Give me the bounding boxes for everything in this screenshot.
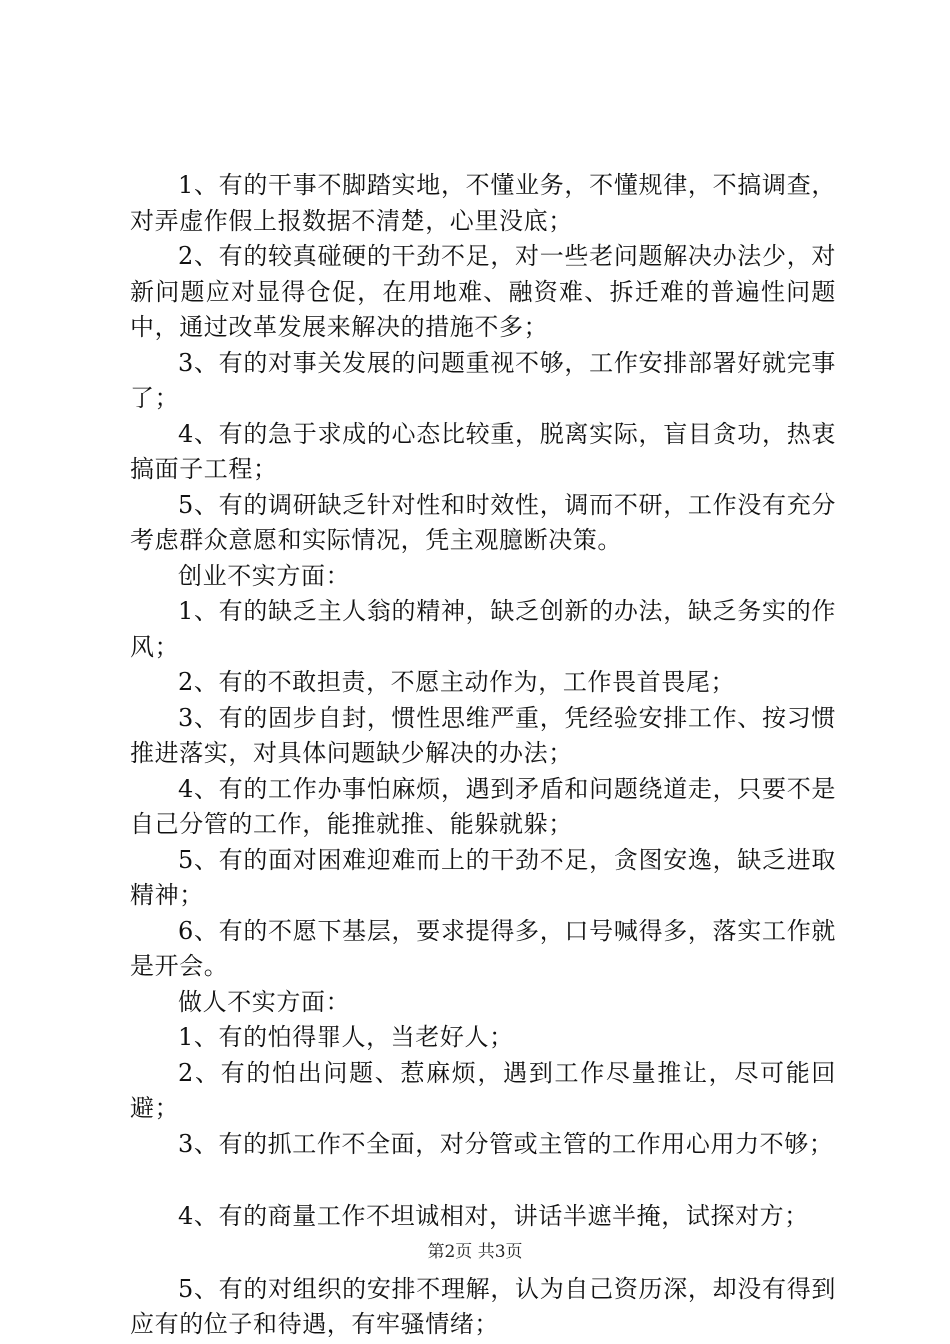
paragraph: 2、有的不敢担责，不愿主动作为，工作畏首畏尾；: [178, 668, 736, 696]
paragraph: 1、有的缺乏主人翁的精神，缺乏创新的办法，缺乏务实的作风；: [130, 597, 836, 661]
paragraph: 5、有的调研缺乏针对性和时效性，调而不研，工作没有充分考虑群众意愿和实际情况，凭主观臆断决策。: [130, 490, 836, 554]
paragraph: 2、有的较真碰硬的干劲不足，对一些老问题解决办法少，对新问题应对显得仓促，在用地难、融资难、拆迁难的普遍性问题中，通过改革发展来解决的措施不多；: [130, 242, 836, 341]
paragraph: 3、有的固步自封，惯性思维严重，凭经验安排工作、按习惯推进落实，对具体问题缺少解决的办法；: [130, 703, 836, 767]
paragraph: 1、有的怕得罪人，当老好人；: [178, 1023, 514, 1051]
paragraph: 3、有的抓工作不全面，对分管或主管的工作用心用力不够；: [178, 1129, 834, 1158]
paragraph: 5、有的对组织的安排不理解，认为自己资历深，却没有得到应有的位子和待遇，有牢骚情绪；: [130, 1274, 836, 1338]
paragraph: 6、有的不愿下基层，要求提得多，口号喊得多，落实工作就是开会。: [130, 916, 836, 980]
section-heading: 做人不实方面：: [178, 987, 351, 1016]
paragraph: 2、有的怕出问题、惹麻烦，遇到工作尽量推让，尽可能回避；: [130, 1058, 836, 1122]
paragraph: 4、有的商量工作不坦诚相对，讲话半遮半掩，试探对方；: [178, 1202, 809, 1230]
paragraph: 4、有的急于求成的心态比较重，脱离实际，盲目贪功，热衷搞面子工程；: [130, 419, 836, 483]
document-body: [130, 168, 836, 1343]
section-heading: 创业不实方面：: [178, 561, 351, 590]
paragraph: 1、有的干事不脚踏实地，不懂业务，不懂规律，不搞调查，对弄虚作假上报数据不清楚，心里没底；: [130, 171, 836, 235]
paragraph: 5、有的面对困难迎难而上的干劲不足，贪图安逸，缺乏进取精神；: [130, 845, 836, 909]
paragraph: 4、有的工作办事怕麻烦，遇到矛盾和问题绕道走，只要不是自己分管的工作，能推就推、能躲就躲；: [130, 774, 836, 838]
page-number-footer: 第2页 共3页: [427, 1242, 523, 1262]
paragraph: 3、有的对事关发展的问题重视不够，工作安排部署好就完事了；: [130, 348, 836, 412]
